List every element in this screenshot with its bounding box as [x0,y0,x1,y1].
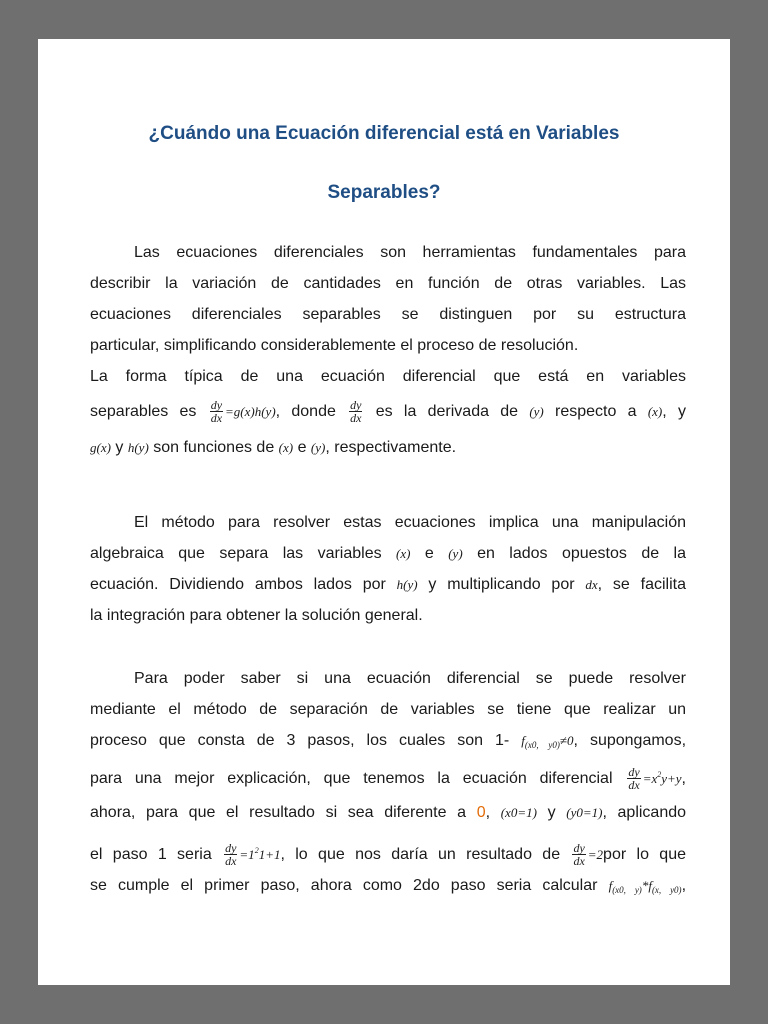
text-fragment: separables es [90,403,197,420]
text-fragment: y [547,804,556,821]
paragraph-steps [90,663,686,901]
math-expression: g(x) [90,440,111,455]
math-expression: $=x^2y+y$ [642,770,682,786]
text-line: Las ecuaciones diferenciales son herramientas fundamentales para [134,244,686,261]
text-line [90,756,686,794]
fraction-dy-dx: $\frac{dy}{dx}$ [573,841,585,869]
text-fragment: son funciones de [153,439,275,456]
text-fragment: e [424,545,434,562]
text-line [90,538,686,569]
math-expression: $=1^21+1$ [239,846,281,862]
text-line: Para poder saber si una ecuación diferencial se puede resolver [134,670,686,687]
page-title-line-1: ¿Cuándo una Ecuación diferencial está en Variables [148,123,620,144]
math-expression: $f_{(x0, y0)}\ne 0$ [521,733,574,750]
text-fragment: , [485,804,491,821]
text-line [90,392,686,431]
text-fragment: , y [662,403,686,420]
math-expression: (x) [647,404,663,419]
text-fragment: algebraica que separa las variables [90,545,382,562]
math-expression: =g(x)h(y) [225,404,276,419]
math-expression: h(y) [127,440,149,455]
text-fragment: respecto a [555,403,637,420]
text-line: El método para resolver estas ecuaciones implica una manipulación [134,514,686,531]
text-fragment: , supongamos, [573,732,687,749]
fraction-dy-dx: $\frac{dy}{dx}$ [225,841,237,869]
page-title-line-2: Separables? [327,182,441,203]
text-fragment: , donde [275,403,336,420]
math-expression: (y) [529,404,544,419]
math-expression: (y) [448,546,463,561]
highlighted-zero: 0 [476,804,486,821]
math-expression: dx [585,577,598,592]
text-line [90,431,686,464]
text-line [90,832,686,870]
page-content [38,39,730,985]
text-fragment: por lo que [603,846,686,863]
math-expression: $f_{(x0, y)}*f_{(x, y0)}$ [608,878,682,895]
text-fragment: , [681,877,687,894]
text-fragment: , lo que nos daría un resultado de [280,846,561,863]
fraction-dy-dx: $\frac{dy}{dx}$ [350,398,362,426]
text-fragment: ahora, para que el resultado si sea diferente a [90,804,467,821]
text-line: La forma típica de una ecuación diferencial que está en variables [90,368,686,385]
text-line [90,725,686,756]
text-fragment: y multiplicando por [428,576,575,593]
text-fragment: el paso 1 seria [90,846,212,863]
fraction-dy-dx: $\frac{dy}{dx}$ [628,765,640,793]
text-fragment: e [297,439,307,456]
text-fragment: y [115,439,124,456]
text-fragment: se cumple el primer paso, ahora como 2do paso seria calcular [90,877,598,894]
text-fragment: , aplicando [602,804,687,821]
math-expression: (x) [396,546,411,561]
text-line: particular, simplificando considerablemente el proceso de resolución. [90,337,579,354]
math-expression: (y0=1) [566,805,603,820]
text-fragment: , [681,770,686,787]
text-line: describir la variación de cantidades en función de otras variables. Las [90,275,686,292]
text-fragment: ecuación. Dividiendo ambos lados por [90,576,386,593]
text-fragment: , se facilita [597,576,686,593]
math-expression: =2 [587,847,604,862]
paragraph-intro [90,237,686,464]
math-expression: (x0=1) [500,805,537,820]
text-line [90,870,686,901]
text-line: ecuaciones diferenciales separables se distinguen por su estructura [90,306,686,323]
text-fragment: proceso que consta de 3 pasos, los cuales son 1- [90,732,510,749]
document-page [31,32,737,992]
fraction-dy-dx: $\frac{dy}{dx}$ [210,398,223,426]
text-fragment: , respectivamente. [325,439,457,456]
text-fragment: en lados opuestos de la [477,545,686,562]
text-fragment: es la derivada de [375,403,519,420]
text-line [90,569,686,600]
paragraph-method [90,507,686,631]
math-expression: h(y) [396,577,418,592]
math-expression: (x) [278,440,294,455]
text-line: mediante el método de separación de variables se tiene que realizar un [90,701,686,718]
text-line [90,794,686,832]
text-fragment: para una mejor explicación, que tenemos la ecuación diferencial [90,770,613,787]
math-expression: (y) [310,440,326,455]
text-line: la integración para obtener la solución general. [90,607,423,624]
